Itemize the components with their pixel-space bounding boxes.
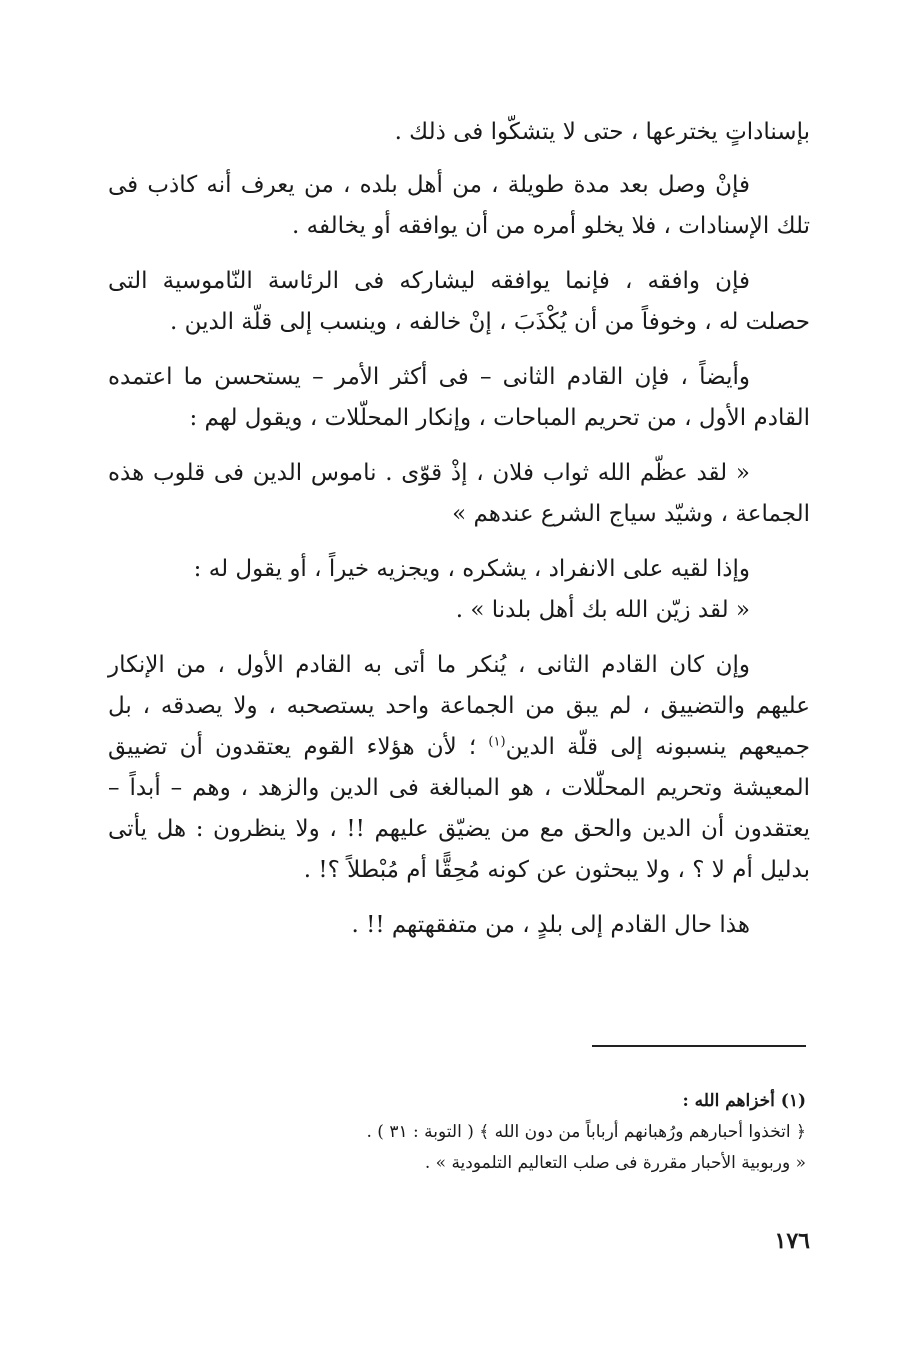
paragraph-7 <box>108 645 810 891</box>
main-text <box>108 112 810 960</box>
footnote-line-2: « وربوبية الأحبار مقررة فى صلب التعاليم التلمودية » . <box>424 1153 806 1173</box>
paragraph-2: فإنْ وصل بعد مدة طويلة ، من أهل بلده ، من يعرف أنه كاذب فى تلك الإسنادات ، فلا يخلو أمره من أن يوافقه أو يخالفه . <box>108 172 810 239</box>
paragraph-6-line-2-quote: « لقد زيّن الله بك أهل بلدنا » . <box>455 597 750 623</box>
paragraph-5-quote: « لقد عظّم الله ثواب فلان ، إذْ قوّى . ناموس الدين فى قلوب هذه الجماعة ، وشيّد سياج الشرع عندهم » <box>108 460 810 527</box>
footnote-line-1: ﴿ اتخذوا أحبارهم ورُهبانهم أرباباً من دون الله ﴾ ( التوبة : ٣١ ) . <box>366 1122 806 1142</box>
paragraph-6-line-1: وإذا لقيه على الانفراد ، يشكره ، ويجزيه خيراً ، أو يقول له : <box>193 556 750 582</box>
footnotes <box>166 1086 806 1179</box>
paragraph-3: فإن وافقه ، فإنما يوافقه ليشاركه فى الرئاسة النّاموسية التى حصلت له ، وخوفاً من أن يُكْذَبَ ، إنْ خالفه ، وينسب إلى قلّة الدين . <box>108 268 810 335</box>
paragraph-4: وأيضاً ، فإن القادم الثانى – فى أكثر الأمر – يستحسن ما اعتمده القادم الأول ، من تحريم المباحات ، وإنكار المحلّلات ، ويقول لهم : <box>108 364 810 431</box>
paragraph-1: بإسناداتٍ يخترعها ، حتى لا يتشكّوا فى ذلك . <box>394 119 810 145</box>
footnote-separator <box>592 1045 806 1047</box>
paragraph-6 <box>108 549 810 631</box>
paragraph-7-part-1: وإن كان القادم الثانى ، يُنكر ما أتى به القادم الأول ، من الإنكار عليهم والتضييق ، لم يبق من الجماعة واحد يستصحبه ، ولا يصدقه ، بل جميعهم ينسبونه إلى قلّة الدين <box>108 652 810 760</box>
footnote-heading: (١) أخزاهم الله : <box>682 1091 806 1111</box>
paragraph-7-part-2: ؛ لأن هؤلاء القوم يعتقدون أن تضييق المعيشة وتحريم المحلّلات ، هو المبالغة فى الدين والزهد ، وهم – أبداً – يعتقدون أن الدين والحق مع من يضيّق عليهم !! ، ولا ينظرون : هل يأتى بدليل أم لا ؟ ، ولا يبحثون عن كونه مُحِقًّا أم مُبْطلاً ؟! . <box>108 734 810 883</box>
page-number: ١٧٦ <box>774 1228 810 1254</box>
paragraph-8: هذا حال القادم إلى بلدٍ ، من متفقهتهم !! . <box>351 912 750 938</box>
footnote-reference: (١) <box>488 734 506 750</box>
